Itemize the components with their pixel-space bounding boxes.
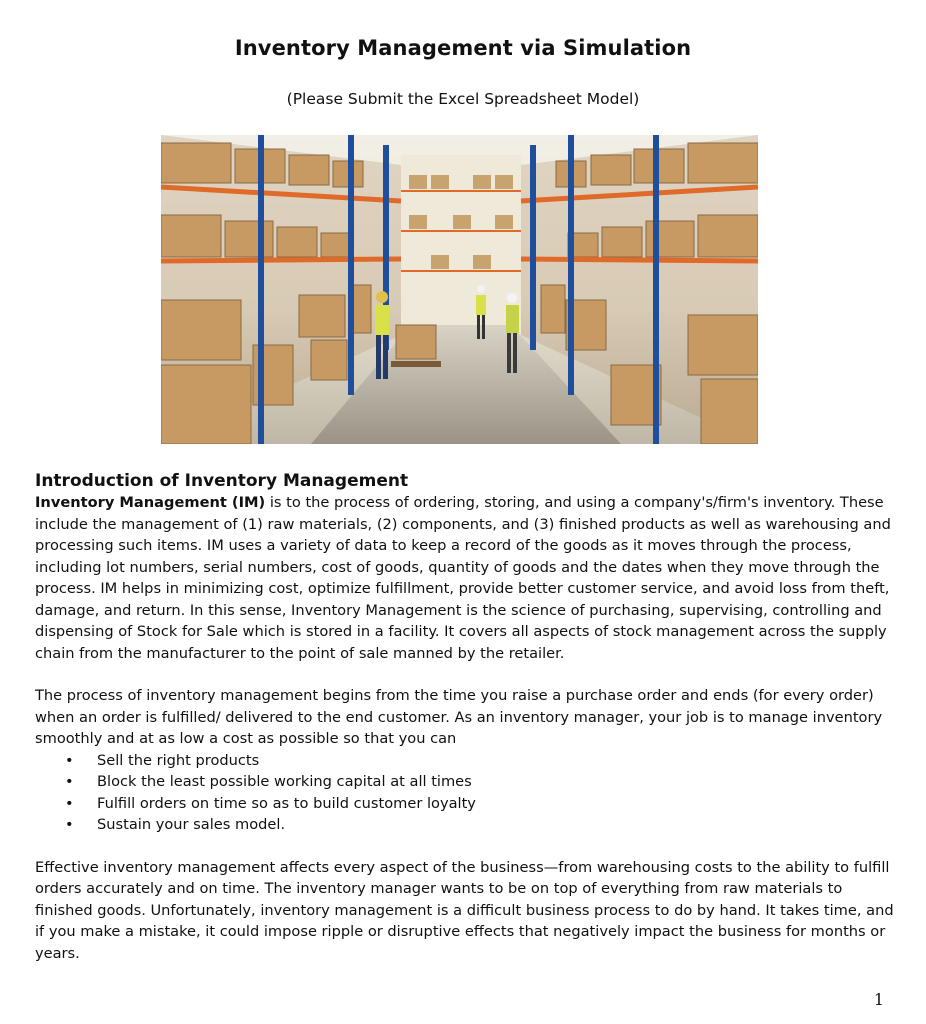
goals-list xyxy=(35,750,895,836)
paragraph-intro xyxy=(35,492,895,664)
page-number: 1 xyxy=(873,990,884,1009)
document-title: Inventory Management via Simulation xyxy=(234,36,692,60)
document-subtitle: (Please Submit the Excel Spreadsheet Model) xyxy=(286,90,640,108)
paragraph-effective: Effective inventory management affects every aspect of the business—from warehousing costs to the ability to fulfill orders accurately and on time. The inventory manager wants to be on top of everything from raw materials to finished goods. Unfortunately, inventory management is a difficult business process to do by hand. It takes time, and if you make a mistake, it could impose ripple or disruptive effects that negatively impact the business for months or years. xyxy=(35,858,894,962)
paragraph-process: The process of inventory management begins from the time you raise a purchase order and ends (for every order) when an order is fulfilled/ delivered to the end customer. As an inventory manager, your job is to manage inventory smoothly and at as low a cost as possible so that you can xyxy=(35,687,883,747)
document-body xyxy=(35,470,895,964)
list-item: • Block the least possible working capital at all times xyxy=(97,771,895,793)
term-im: Inventory Management (IM) xyxy=(35,494,266,511)
list-item: • Sustain your sales model. xyxy=(97,814,895,836)
paragraph-intro-text: is to the process of ordering, storing, and using a company's/firm's inventory. These include the management of (1) raw materials, (2) components, and (3) finished products as well as warehousing and processing such items. IM uses a variety of data to keep a record of the goods as it moves through the process, including lot numbers, serial numbers, cost of goods, quantity of goods and the dates when they move through the process. IM helps in minimizing cost, optimize fulfillment, provide better customer service, and avoid loss from theft, damage, and return. In this sense, Inventory Management is the science of purchasing, supervising, controlling and dispensing of Stock for Sale which is stored in a facility. It covers all aspects of stock management across the supply chain from the manufacturer to the point of sale manned by the retailer. xyxy=(35,494,891,662)
section-heading: Introduction of Inventory Management xyxy=(35,471,409,491)
list-item: • Fulfill orders on time so as to build customer loyalty xyxy=(97,793,895,815)
list-item: • Sell the right products xyxy=(97,750,895,772)
warehouse-photo xyxy=(161,135,758,444)
